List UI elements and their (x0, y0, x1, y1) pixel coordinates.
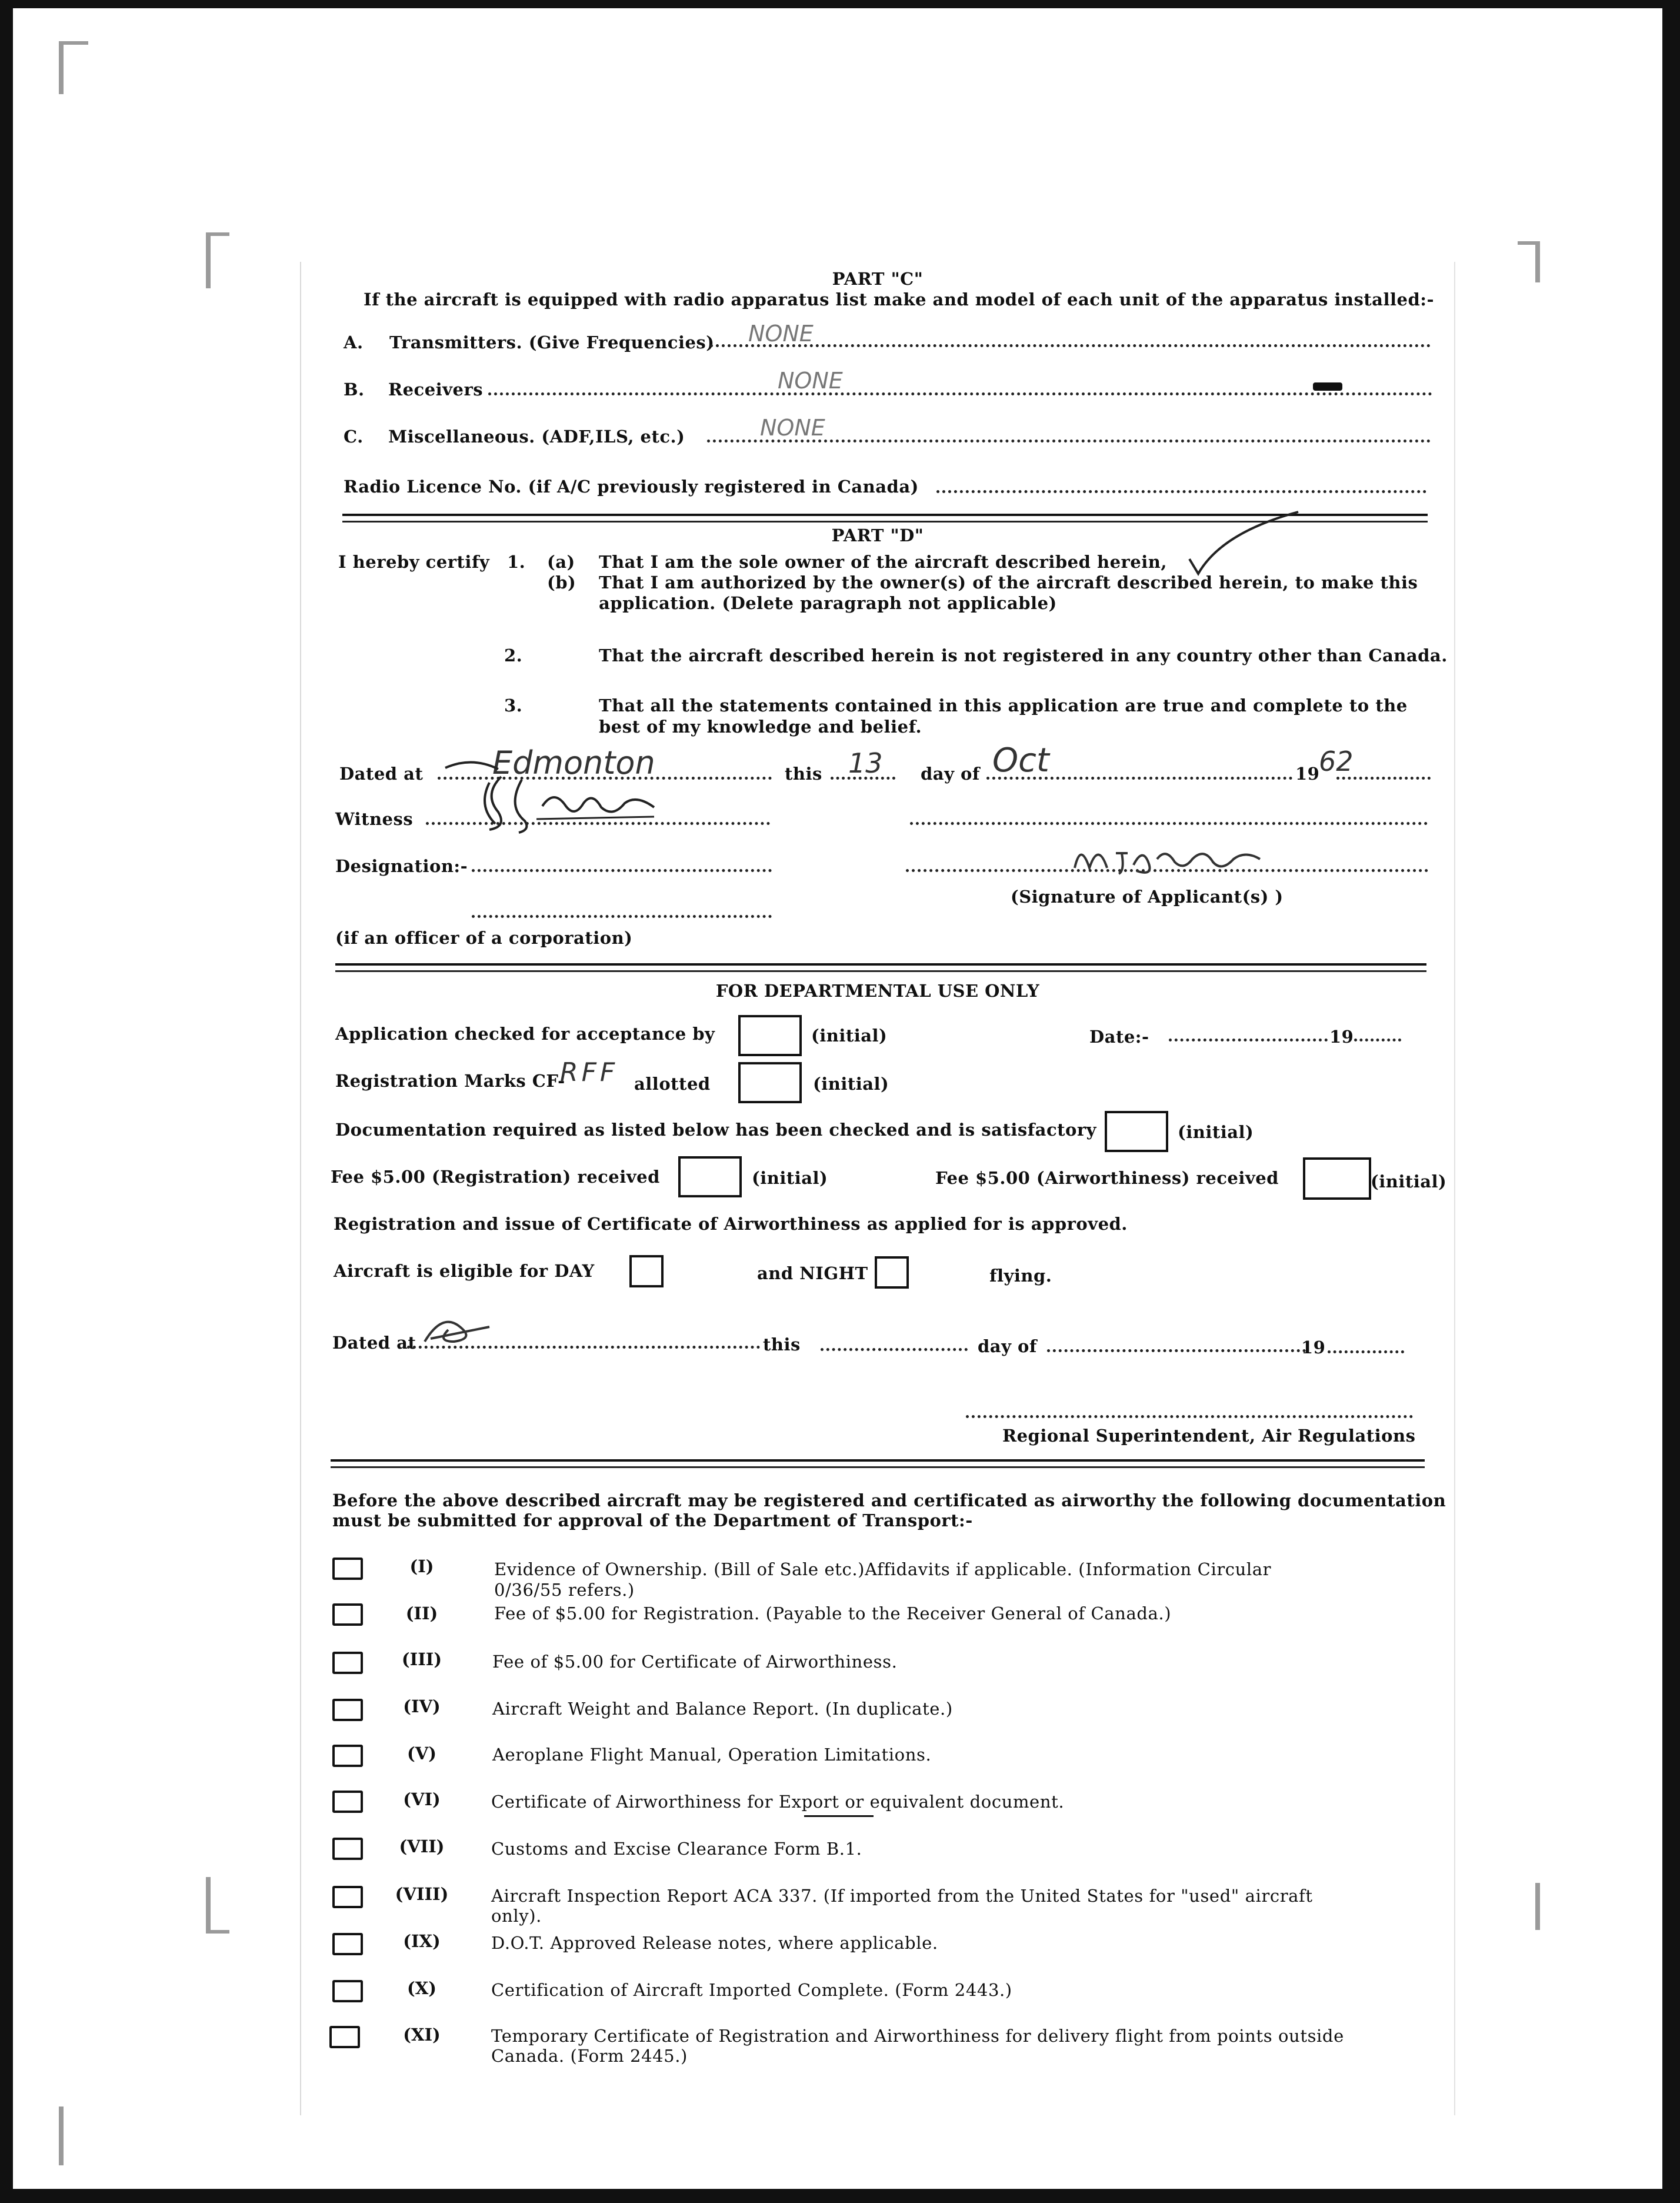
flying-label: flying. (989, 1266, 1052, 1286)
this-label: this (785, 764, 822, 784)
checked-label: Application checked for acceptance by (335, 1024, 715, 1044)
doc-item-text: Aeroplane Flight Manual, Operation Limitations. (492, 1745, 932, 1765)
year-value: 62 (1319, 746, 1354, 777)
item-3-text-1: That all the statements contained in this application are true and complete to the (599, 695, 1408, 716)
item-1b-text-1: That I am authorized by the owner(s) of the aircraft described herein, to make this (599, 573, 1418, 593)
doc-item-text: Fee of $5.00 for Registration. (Payable to the Receiver General of Canada.) (494, 1603, 1172, 1623)
bracket-right-top (1535, 241, 1540, 282)
applicant-signature (1072, 836, 1272, 883)
export-underline (804, 1815, 874, 1817)
certify-label: I hereby certify (338, 552, 490, 572)
doc-item-text-2: Canada. (Form 2445.) (491, 2046, 688, 2066)
dept-this-label: this (763, 1335, 801, 1355)
item-2-text: That the aircraft described herein is not registered in any country other than Canada. (599, 645, 1448, 665)
fee-airworthiness-initial: (initial) (1371, 1172, 1447, 1192)
row-c-label: Miscellaneous. (ADF,ILS, etc.) (388, 427, 685, 447)
doc-item-text: Aircraft Inspection Report ACA 337. (If imported from the United States for "used" aircraft (491, 1886, 1313, 1906)
row-b-value: NONE (778, 368, 843, 394)
row-a-label: Transmitters. (Give Frequencies) (389, 332, 715, 352)
fee-registration-box[interactable] (678, 1156, 742, 1197)
part-d-rule-1 (335, 963, 1426, 966)
dept-dated-at-label: Dated at (332, 1333, 416, 1353)
doc-item-text: Certification of Aircraft Imported Complete. (Form 2443.) (491, 1980, 1012, 2000)
year-dots (1336, 777, 1431, 780)
day-checkbox[interactable] (629, 1255, 664, 1287)
checkmark-handwritten (1186, 509, 1304, 574)
night-checkbox[interactable] (875, 1256, 909, 1289)
doc-item-checkbox[interactable] (332, 1699, 363, 1721)
eligible-day-label: Aircraft is eligible for DAY (334, 1261, 595, 1281)
superintendent-caption: Regional Superintendent, Air Regulations (1002, 1426, 1416, 1446)
doc-item-text: Aircraft Weight and Balance Report. (In duplicate.) (492, 1699, 953, 1719)
date-year-dots (1354, 1039, 1401, 1041)
day-value: 13 (848, 747, 883, 779)
day-of-label: day of (921, 764, 980, 784)
row-b-label: Receivers (388, 380, 484, 400)
departmental-heading: FOR DEPARTMENTAL USE ONLY (715, 981, 1040, 1001)
doc-item-number: (III) (401, 1649, 442, 1669)
row-a-letter: A. (344, 332, 364, 352)
fee-registration-label: Fee $5.00 (Registration) received (331, 1167, 660, 1187)
doc-item-text: Fee of $5.00 for Certificate of Airworthiness. (492, 1652, 898, 1672)
bracket-left-bottom (206, 1877, 211, 1933)
doc-item-checkbox[interactable] (332, 1791, 363, 1813)
doc-item-number: (V) (407, 1743, 436, 1763)
officer-caption: (if an officer of a corporation) (335, 928, 633, 948)
documentation-initial-box[interactable] (1105, 1111, 1168, 1152)
documentation-intro-2: must be submitted for approval of the Department of Transport:- (332, 1510, 973, 1530)
radio-licence-label: Radio Licence No. (if A/C previously registered in Canada) (344, 477, 919, 497)
doc-item-number: (VIII) (395, 1884, 449, 1904)
designation-label: Designation:- (335, 856, 468, 876)
doc-item-checkbox[interactable] (332, 1652, 363, 1674)
doc-item-text-2: only). (491, 1906, 542, 1926)
doc-item-number: (X) (407, 1978, 436, 1998)
doc-item-checkbox[interactable] (332, 1980, 363, 2002)
corner-mark-top-left-h (59, 41, 88, 45)
doc-item-text-2: 0/36/55 refers.) (494, 1580, 635, 1600)
reg-initial-label: (initial) (813, 1074, 889, 1094)
reg-initial-box[interactable] (738, 1062, 802, 1103)
doc-item-number: (IV) (403, 1696, 441, 1716)
departmental-rule-2 (331, 1466, 1425, 1468)
corner-mark-top-left (59, 41, 64, 94)
doc-item-checkbox[interactable] (332, 1745, 363, 1767)
doc-item-number: (VII) (399, 1836, 445, 1856)
row-a-value: NONE (748, 321, 814, 347)
bracket-left-top (206, 232, 211, 288)
month-value: Oct (992, 741, 1049, 780)
doc-item-checkbox[interactable] (332, 1838, 363, 1860)
reg-marks-label: Registration Marks CF- (335, 1071, 565, 1091)
item-1a-text: That I am the sole owner of the aircraft described herein, (599, 552, 1167, 572)
documentation-initial-label: (initial) (1178, 1122, 1254, 1142)
doc-item-checkbox[interactable] (329, 2026, 360, 2048)
doc-item-text: Evidence of Ownership. (Bill of Sale etc.)Affidavits if applicable. (Information Circular (494, 1559, 1272, 1579)
doc-item-checkbox[interactable] (332, 1886, 363, 1908)
row-b-dots (488, 392, 1432, 395)
form-page (300, 262, 1455, 2115)
part-c-intro: If the aircraft is equipped with radio apparatus list make and model of each unit of the apparatus installed:- (364, 289, 1434, 310)
superintendent-dots (966, 1415, 1413, 1418)
row-a-dots (710, 344, 1431, 347)
dept-dated-dots (407, 1346, 760, 1349)
ink-smudge (1313, 382, 1342, 391)
doc-item-checkbox[interactable] (332, 1558, 363, 1580)
part-d-heading: PART "D" (831, 525, 924, 545)
dept-struck-word (419, 1309, 495, 1350)
fee-registration-initial: (initial) (752, 1168, 828, 1188)
row-c-letter: C. (344, 427, 364, 447)
dated-at-label: Dated at (339, 764, 424, 784)
part-d-rule-2 (335, 970, 1426, 972)
checked-initial-label: (initial) (811, 1026, 888, 1046)
and-night-label: and NIGHT (757, 1263, 868, 1283)
dept-day-of-label: day of (978, 1336, 1037, 1356)
dept-year-dots (1328, 1350, 1404, 1353)
doc-item-number: (IX) (403, 1931, 441, 1951)
bracket-left-top-h (206, 232, 229, 236)
item-1-number: 1. (507, 552, 526, 572)
doc-item-checkbox[interactable] (332, 1933, 363, 1955)
dept-year-prefix: 19 (1301, 1337, 1326, 1357)
doc-item-number: (XI) (403, 2025, 441, 2045)
part-c-heading: PART "C" (832, 269, 924, 289)
radio-licence-dots (936, 490, 1426, 493)
item-2-number: 2. (504, 645, 523, 665)
bracket-left-bottom-h (206, 1930, 229, 1934)
doc-item-text: Certificate of Airworthiness for Export or equivalent document. (491, 1792, 1065, 1812)
witness-label: Witness (335, 809, 414, 829)
documentation-intro-1: Before the above described aircraft may be registered and certificated as airworthy the following documentation (332, 1490, 1446, 1510)
item-1b-letter: (b) (547, 573, 576, 593)
dated-at-place: Edmonton (492, 744, 655, 781)
doc-item-number: (II) (405, 1603, 438, 1623)
corner-mark-bottom-left (59, 2107, 64, 2165)
dept-day-dots (1047, 1349, 1306, 1352)
dept-this-dots (821, 1348, 968, 1351)
date-dots (1169, 1039, 1328, 1041)
item-1b-text-2: application. (Delete paragraph not applicable) (599, 593, 1057, 613)
signature-caption: (Signature of Applicant(s) ) (1011, 887, 1284, 907)
departmental-rule-1 (331, 1459, 1425, 1462)
checked-initial-box[interactable] (738, 1015, 802, 1056)
doc-item-text: D.O.T. Approved Release notes, where applicable. (491, 1933, 938, 1953)
bracket-right-bottom (1535, 1883, 1540, 1930)
item-3-text-2: best of my knowledge and belief. (599, 717, 922, 737)
doc-item-text: Temporary Certificate of Registration and Airworthiness for delivery flight from points outside (491, 2026, 1344, 2046)
signature-dots-1 (910, 822, 1428, 825)
date-label: Date:- (1089, 1027, 1149, 1047)
doc-item-number: (VI) (403, 1789, 441, 1809)
witness-signature (466, 771, 660, 836)
item-1a-letter: (a) (547, 552, 575, 572)
documentation-label: Documentation required as listed below has been checked and is satisfactory (335, 1120, 1096, 1140)
reg-marks-value: RFF (560, 1057, 619, 1087)
fee-airworthiness-box[interactable] (1303, 1157, 1371, 1200)
bracket-right-top-h (1518, 241, 1540, 245)
approved-label: Registration and issue of Certificate of Airworthiness as applied for is approved. (334, 1214, 1128, 1234)
doc-item-number: (I) (409, 1556, 434, 1576)
row-c-value: NONE (760, 415, 825, 441)
item-3-number: 3. (504, 695, 523, 716)
row-b-letter: B. (344, 380, 365, 400)
year-prefix: 19 (1295, 764, 1320, 784)
officer-dots (472, 915, 772, 918)
designation-dots (472, 869, 772, 872)
doc-item-text: Customs and Excise Clearance Form B.1. (491, 1839, 862, 1859)
fee-airworthiness-label: Fee $5.00 (Airworthiness) received (935, 1168, 1279, 1188)
allotted-label: allotted (634, 1074, 711, 1094)
date-19: 19 (1329, 1027, 1354, 1047)
doc-item-checkbox[interactable] (332, 1603, 363, 1626)
